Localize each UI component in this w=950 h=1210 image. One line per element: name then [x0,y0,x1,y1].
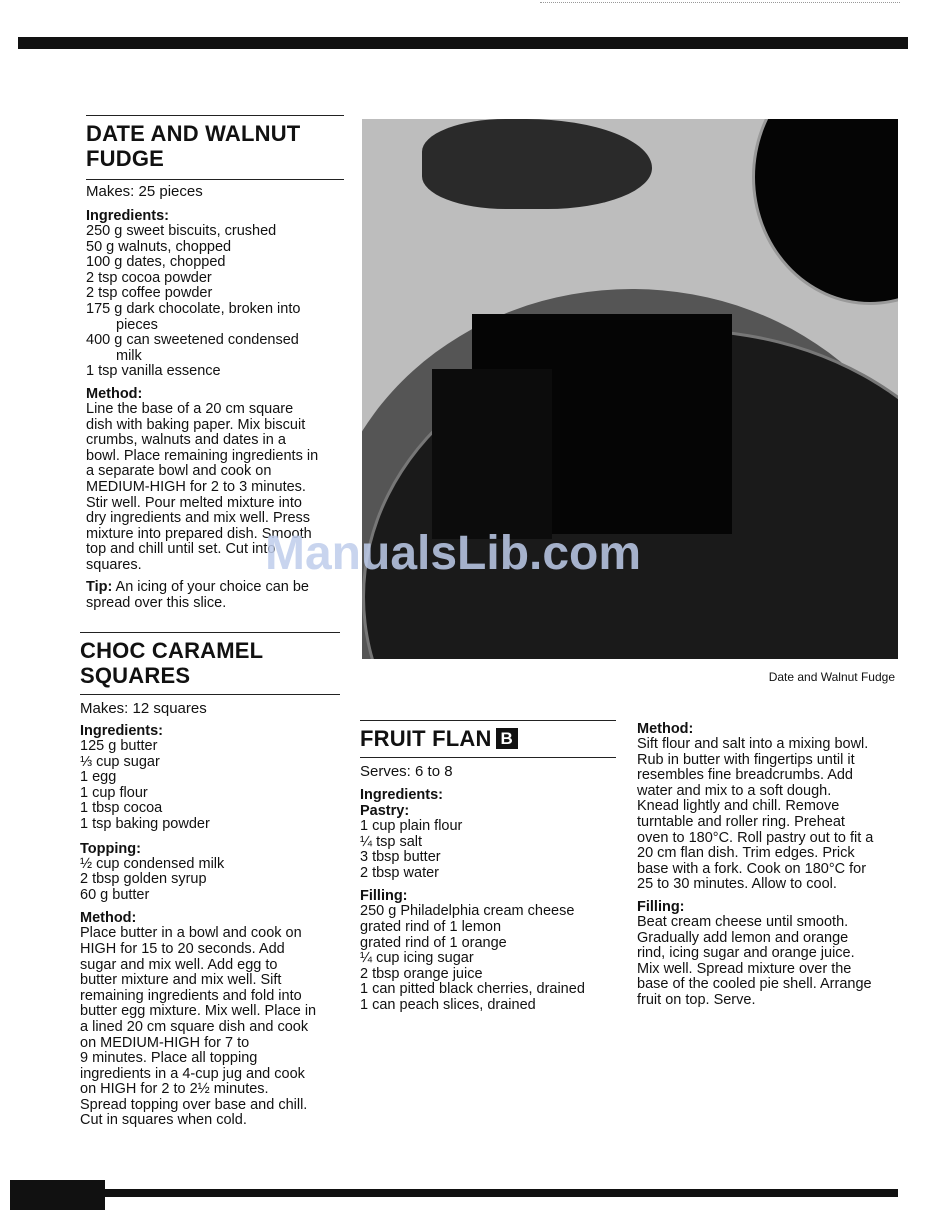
method-line: butter mixture and mix well. Sift [80,972,282,989]
method-line: 20 cm flan dish. Trim edges. Prick [637,845,855,862]
method-line: HIGH for 15 to 20 seconds. Add [80,940,285,957]
method-line: Spread topping over base and chill. [80,1096,308,1113]
method-line: on MEDIUM-HIGH for 7 to [80,1034,250,1051]
topping-item: 60 g butter [80,886,150,903]
filling-item: grated rind of 1 lemon [360,918,502,935]
divider [80,694,340,695]
ingredient-item: 175 g dark chocolate, broken into [86,300,301,317]
filling-heading: Filling: [360,888,408,905]
ingredient-item-continued: pieces [116,316,158,333]
filling-item: 250 g Philadelphia cream cheese [360,903,575,920]
ingredient-item: ⅓ cup sugar [80,753,160,770]
method-line: a lined 20 cm square dish and cook [80,1018,309,1035]
method-text [80,926,340,1129]
pastry-heading: Pastry: [360,803,410,819]
method-line: Rub in butter with fingertips until it [637,751,855,768]
pastry-item: 2 tbsp water [360,864,439,881]
ingredients-heading: Ingredients: [80,723,163,739]
method-line: water and mix to a soft dough. [637,782,832,799]
ingredient-item: 2 tsp coffee powder [86,285,213,302]
recipe-title-line1: DATE AND WALNUT [86,121,301,146]
ingredient-item: 1 tbsp cocoa [80,800,163,817]
recipe-title-line2: SQUARES [80,663,191,688]
recipe-title-line1: CHOC CARAMEL [80,638,264,663]
recipe-title-text: FRUIT FLAN [360,726,492,751]
recipe-title [360,726,616,751]
method-line: Line the base of a 20 cm square [86,400,294,417]
ingredients-list [80,739,340,833]
divider [86,179,344,180]
filling-item: 1 can pitted black cherries, drained [360,981,585,998]
method-line: Knead lightly and chill. Remove [637,798,840,815]
tip-label: Tip: [86,579,113,596]
method-line: bowl. Place remaining ingredients in [86,447,319,464]
ingredient-item-continued: milk [116,347,142,364]
serves-text: Serves: 6 to 8 [360,763,453,780]
tip-text-continued: spread over this slice. [86,595,227,612]
method-line: dish with baking paper. Mix biscuit [86,416,306,433]
method-line: Sift flour and salt into a mixing bowl. [637,736,869,752]
method-heading: Method: [80,910,137,927]
ingredient-item: 400 g can sweetened condensed [86,332,299,349]
divider [86,115,344,116]
method-line: dry ingredients and mix well. Press [86,510,311,527]
top-rule [18,37,908,49]
method-heading: Method: [86,385,143,402]
method-line: Cut in squares when cold. [80,1112,247,1129]
pastry-item: ¼ tsp salt [360,833,423,850]
top-dotted-line [540,2,900,4]
microwave-category-badge: B [496,728,518,749]
filling-method-heading: Filling: [637,898,685,915]
page-corner-mark [10,1180,105,1210]
makes-text: Makes: 25 pieces [86,183,203,200]
ingredients-heading: Ingredients: [360,787,443,803]
ingredient-item: 50 g walnuts, chopped [86,238,232,255]
ingredient-item: 125 g butter [80,738,158,754]
method-line: crumbs, walnuts and dates in a [86,432,286,449]
method-line: top and chill until set. Cut into [86,541,276,558]
ingredient-item: 1 cup flour [80,784,148,801]
method-line: MEDIUM-HIGH for 2 to 3 minutes. [86,478,306,495]
filling-item: ¼ cup icing sugar [360,950,474,967]
watermark: ManualsLib.com [265,527,642,580]
method-line: Beat cream cheese until smooth. [637,913,849,930]
method-line: oven to 180°C. Roll pastry out to fit a [637,829,874,846]
topping-item: ½ cup condensed milk [80,855,225,872]
topping-item: 2 tbsp golden syrup [80,871,207,888]
ingredient-item: 100 g dates, chopped [86,254,226,271]
pastry-item: 1 cup plain flour [360,818,463,834]
method-text [637,737,899,893]
topping-heading: Topping: [80,840,141,857]
method-line: Mix well. Spread mixture over the [637,960,852,977]
bottom-rule [10,1189,898,1197]
method-line: base of the cooled pie shell. Arrange [637,976,872,993]
pastry-item: 3 tbsp butter [360,849,441,866]
choc-caramel-recipe [80,632,340,1129]
tip [86,580,344,596]
method-line: butter egg mixture. Mix well. Place in [80,1003,317,1020]
method-line: remaining ingredients and fold into [80,987,302,1004]
method-line: Stir well. Pour melted mixture into [86,494,302,511]
method-line: squares. [86,556,142,573]
method-line: 25 to 30 minutes. Allow to cool. [637,876,837,893]
method-line: a separate bowl and cook on [86,463,272,480]
divider [360,720,616,721]
filling-item: 1 can peach slices, drained [360,996,536,1013]
filling-list [360,904,616,1013]
fruit-flan-recipe [360,720,616,1014]
ingredient-item: 1 tsp vanilla essence [86,363,221,380]
ingredient-item: 2 tsp cocoa powder [86,269,212,286]
ingredient-item: 1 egg [80,769,117,786]
ingredients-heading: Ingredients: [86,208,169,224]
photo-caption: Date and Walnut Fudge [768,670,895,684]
method-line: on HIGH for 2 to 2½ minutes. [80,1081,269,1098]
ingredient-item: 1 tsp baking powder [80,815,210,832]
filling-item: 2 tbsp orange juice [360,965,483,982]
method-line: Gradually add lemon and orange [637,929,849,946]
method-line: turntable and roller ring. Preheat [637,813,845,830]
recipe-title-line2: FUDGE [86,146,164,171]
method-line: Place butter in a bowl and cook on [80,925,302,942]
method-line: base with a fork. Cook on 180°C for [637,860,867,877]
fruit-flan-method [637,721,899,1009]
method-line: resembles fine breadcrumbs. Add [637,767,853,784]
method-line: mixture into prepared dish. Smooth [86,525,312,542]
filling-item: grated rind of 1 orange [360,934,507,951]
ingredient-item: 250 g sweet biscuits, crushed [86,223,277,239]
method-line: fruit on top. Serve. [637,991,756,1008]
method-line: rind, icing sugar and orange juice. [637,945,855,962]
method-line: 9 minutes. Place all topping [80,1050,258,1067]
ingredients-list [86,224,344,380]
method-line: ingredients in a 4-cup jug and cook [80,1065,305,1082]
method-heading: Method: [637,721,694,737]
tip-text: An icing of your choice can be [112,579,309,596]
divider [360,757,616,758]
divider [80,632,340,633]
makes-text: Makes: 12 squares [80,700,207,717]
pastry-list [360,819,616,881]
method-line: sugar and mix well. Add egg to [80,956,278,973]
topping-list [80,857,340,904]
filling-method-text [637,915,899,1009]
